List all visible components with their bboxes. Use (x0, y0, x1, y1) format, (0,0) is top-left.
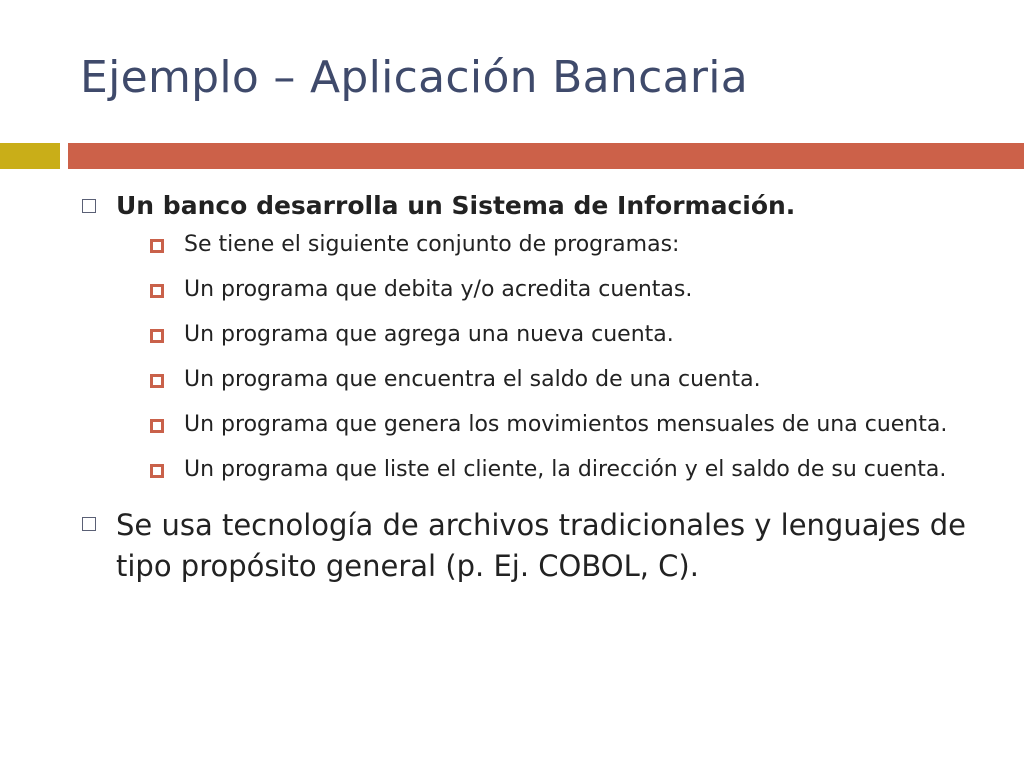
sub-bullet-text: Un programa que liste el cliente, la dirección y el saldo de su cuenta. (184, 457, 947, 482)
square-bullet-icon (150, 464, 164, 478)
sub-bullet-item (150, 365, 1024, 395)
square-bullet-icon (150, 239, 164, 253)
bullet-text: Un banco desarrolla un Sistema de Información. (116, 191, 796, 220)
bullet-item (78, 505, 996, 587)
sub-bullet-item (150, 410, 1024, 440)
sub-bullet-text: Un programa que genera los movimientos mensuales de una cuenta. (184, 412, 948, 437)
square-bullet-icon (150, 374, 164, 388)
bullet-item (78, 186, 978, 226)
sub-bullet-list (78, 230, 978, 485)
sub-bullet-text: Un programa que debita y/o acredita cuentas. (184, 277, 693, 302)
bullet-text: Se usa tecnología de archivos tradicionales y lenguajes de tipo propósito general (p. Ej. COBOL, C). (116, 508, 966, 583)
accent-bar-right (68, 143, 1024, 169)
square-bullet-icon (150, 284, 164, 298)
sub-bullet-text: Se tiene el siguiente conjunto de programas: (184, 232, 680, 257)
slide-content (78, 186, 978, 587)
hollow-square-bullet-icon (82, 199, 96, 213)
sub-bullet-item (150, 455, 1024, 485)
accent-bar-left (0, 143, 60, 169)
sub-bullet-text: Un programa que encuentra el saldo de una cuenta. (184, 367, 761, 392)
sub-bullet-item (150, 230, 1024, 260)
sub-bullet-item (150, 320, 1024, 350)
square-bullet-icon (150, 329, 164, 343)
slide-title: Ejemplo – Aplicación Bancaria (80, 52, 749, 103)
sub-bullet-text: Un programa que agrega una nueva cuenta. (184, 322, 674, 347)
square-bullet-icon (150, 419, 164, 433)
sub-bullet-item (150, 275, 1024, 305)
hollow-square-bullet-icon (82, 517, 96, 531)
